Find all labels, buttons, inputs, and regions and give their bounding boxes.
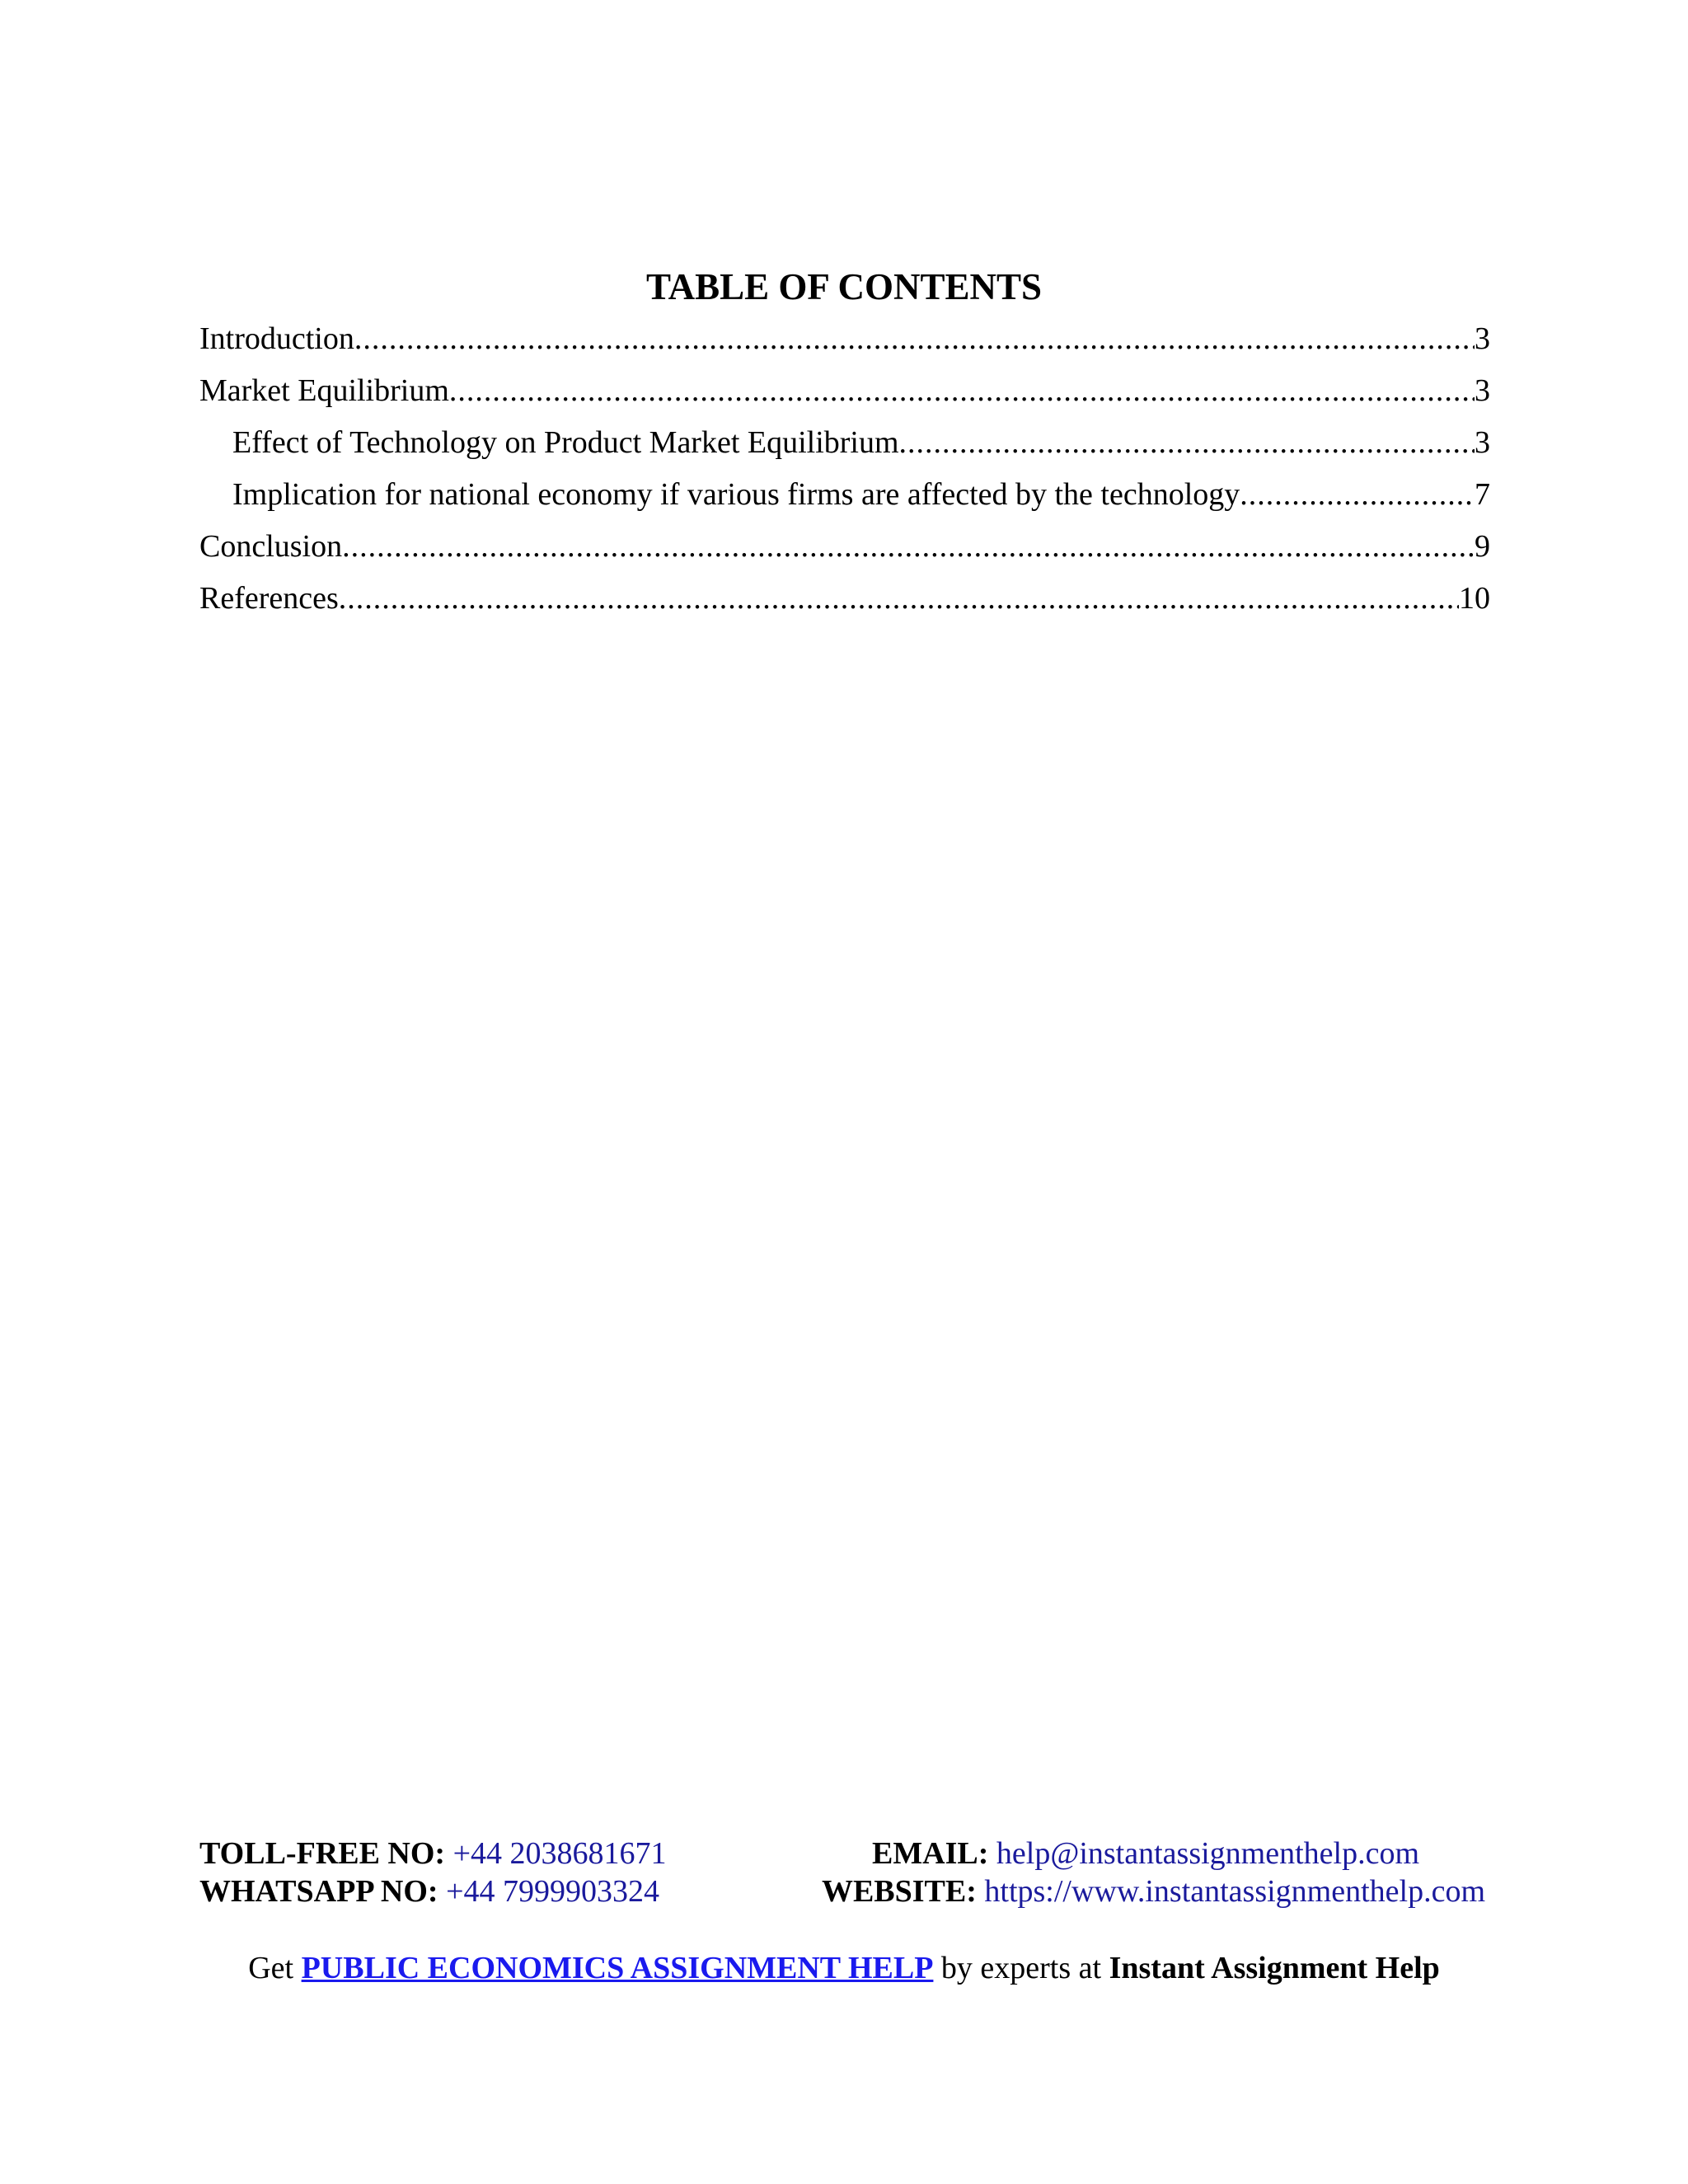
tollfree-contact (199, 1835, 667, 1872)
email-link[interactable]: help@instantassignmenthelp.com (996, 1836, 1419, 1871)
public-economics-help-link[interactable]: PUBLIC ECONOMICS ASSIGNMENT HELP (301, 1951, 934, 1985)
toc-entry-page: 3 (1475, 373, 1490, 408)
toc-entry-page: 10 (1459, 581, 1490, 616)
toc-list (199, 313, 1490, 625)
toc-dot-leader (899, 417, 1475, 469)
toc-entry-page: 3 (1475, 321, 1490, 356)
toc-entry-label: Introduction (199, 321, 354, 356)
toc-entry-effect-of-technology[interactable] (199, 417, 1490, 469)
toc-dot-leader (449, 365, 1475, 417)
toc-entry-references[interactable] (199, 573, 1490, 625)
website-label: WEBSITE: (821, 1874, 977, 1909)
toc-entry-introduction[interactable] (199, 313, 1490, 365)
tollfree-number[interactable]: +44 2038681671 (452, 1836, 667, 1871)
toc-dot-leader (342, 521, 1475, 573)
whatsapp-label: WHATSAPP NO: (199, 1874, 438, 1909)
email-contact (872, 1835, 1419, 1872)
toc-entry-page: 3 (1475, 425, 1490, 460)
toc-entry-label: Implication for national economy if various firms are affected by the technology (232, 477, 1240, 512)
toc-dot-leader (1240, 469, 1475, 521)
brand-name: Instant Assignment Help (1109, 1951, 1440, 1985)
toc-entry-label: Conclusion (199, 529, 343, 564)
toc-entry-page: 7 (1475, 477, 1490, 512)
toc-entry-label: Market Equilibrium (199, 373, 449, 408)
toc-entry-label: References (199, 581, 339, 616)
promo-prefix: Get (248, 1951, 294, 1985)
toc-entry-label: Effect of Technology on Product Market Equilibrium (232, 425, 899, 460)
promo-middle: by experts at (940, 1951, 1102, 1985)
toc-entry-page: 9 (1475, 529, 1490, 564)
website-contact (822, 1872, 1485, 1910)
contact-row-1 (199, 1835, 1490, 1872)
promo-line (0, 1948, 1688, 1988)
whatsapp-contact (199, 1872, 659, 1910)
toc-entry-market-equilibrium[interactable] (199, 365, 1490, 417)
toc-entry-implication-national-economy[interactable] (199, 469, 1490, 521)
toc-dot-leader (339, 573, 1459, 625)
whatsapp-number[interactable]: +44 7999903324 (446, 1874, 660, 1909)
toc-title: TABLE OF CONTENTS (645, 266, 1043, 307)
toc-entry-conclusion[interactable] (199, 521, 1490, 573)
footer-contacts (199, 1835, 1490, 1910)
email-label: EMAIL: (871, 1836, 989, 1871)
contact-row-2 (199, 1872, 1490, 1910)
tollfree-label: TOLL-FREE NO: (199, 1836, 446, 1871)
toc-dot-leader (354, 313, 1475, 365)
website-link[interactable]: https://www.instantassignmenthelp.com (984, 1874, 1485, 1909)
